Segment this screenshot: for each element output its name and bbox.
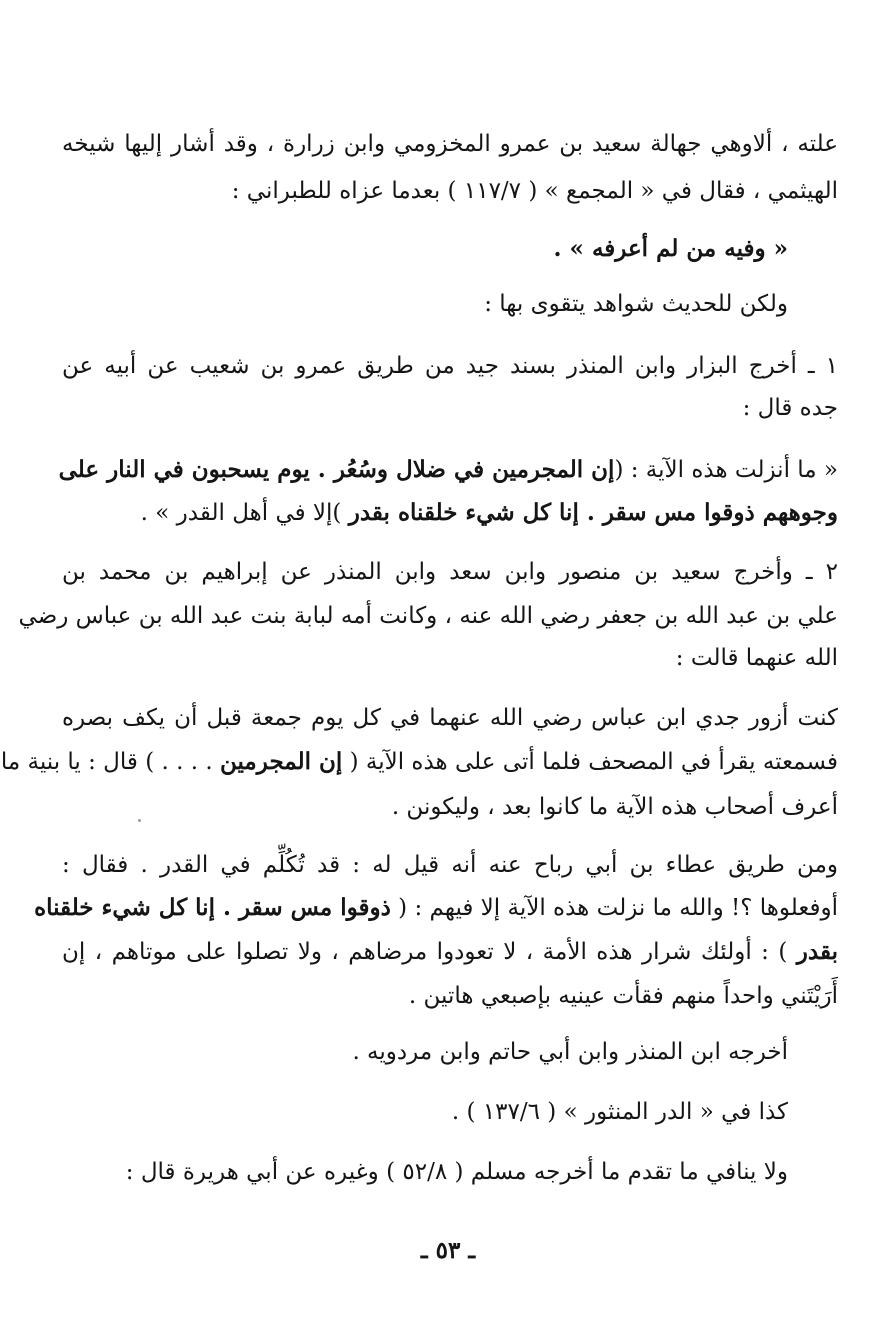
page-number: ـ ٥٣ ـ bbox=[420, 1237, 476, 1264]
text-line: ومن طريق عطاء بن أبي رباح عنه أنه قيل له : قد تُكُلِّم في القدر . فقال : bbox=[62, 852, 838, 878]
text-line: أعرف أصحاب هذه الآية ما كانوا بعد ، وليكونن . bbox=[391, 794, 838, 820]
numbered-item-1: ١ ـ أخرج البزار وابن المنذر بسند جيد من طريق عمرو بن شعيب عن أبيه عن bbox=[62, 353, 838, 379]
text-line: بقدر ) : أولئك شرار هذه الأمة ، لا تعودوا مرضاهم ، ولا تصلوا على موتاهم ، إن bbox=[62, 938, 838, 965]
text-line: ولا ينافي ما تقدم ما أخرجه مسلم ( ٥٢/٨ ) وغيره عن أبي هريرة قال : bbox=[125, 1159, 788, 1185]
quote-line: « ما أنزلت هذه الآية : (إن المجرمين في ضلال وسُعُر . يوم يسحبون في النار على bbox=[58, 456, 838, 483]
quote-line: « وفيه من لم أعرفه » . bbox=[553, 235, 788, 262]
text-line: فسمعته يقرأ في المصحف فلما أتى على هذه الآية ( إن المجرمين . . . . ) قال : يا بنية ما bbox=[0, 748, 838, 775]
text-line: أَرَيْتَني واحداً منهم فقأت عينيه بإصبعي هاتين . bbox=[408, 983, 838, 1009]
text-line: علته ، ألاوهي جهالة سعيد بن عمرو المخزومي وابن زرارة ، وقد أشار إليها شيخه bbox=[62, 131, 838, 157]
text-line: كذا في « الدر المنثور » ( ١٣٧/٦ ) . bbox=[451, 1099, 788, 1125]
text-line: كنت أزور جدي ابن عباس رضي الله عنهما في كل يوم جمعة قبل أن يكف بصره bbox=[62, 705, 838, 731]
text-line: أخرجه ابن المنذر وابن أبي حاتم وابن مردويه . bbox=[352, 1039, 788, 1065]
text-line: علي بن عبد الله بن جعفر رضي الله عنه ، وكانت أمه لبابة بنت عبد الله بن عباس رضي bbox=[18, 603, 838, 629]
scan-speck bbox=[138, 819, 141, 822]
text-line: الله عنهما قالت : bbox=[675, 645, 838, 671]
text-line: أوفعلوها ؟! والله ما نزلت هذه الآية إلا فيهم : ( ذوقوا مس سقر . إنا كل شيء خلقناه bbox=[34, 894, 838, 921]
numbered-item-2: ٢ ـ وأخرج سعيد بن منصور وابن سعد وابن المنذر عن إبراهيم بن محمد بن bbox=[62, 559, 838, 585]
text-line: جده قال : bbox=[742, 395, 838, 421]
quote-line: وجوههم ذوقوا مس سقر . إنا كل شيء خلقناه بقدر )إلا في أهل القدر » . bbox=[140, 499, 838, 526]
text-line: الهيثمي ، فقال في « المجمع » ( ١١٧/٧ ) بعدما عزاه للطبراني : bbox=[231, 178, 838, 204]
text-line: ولكن للحديث شواهد يتقوى بها : bbox=[484, 291, 788, 317]
